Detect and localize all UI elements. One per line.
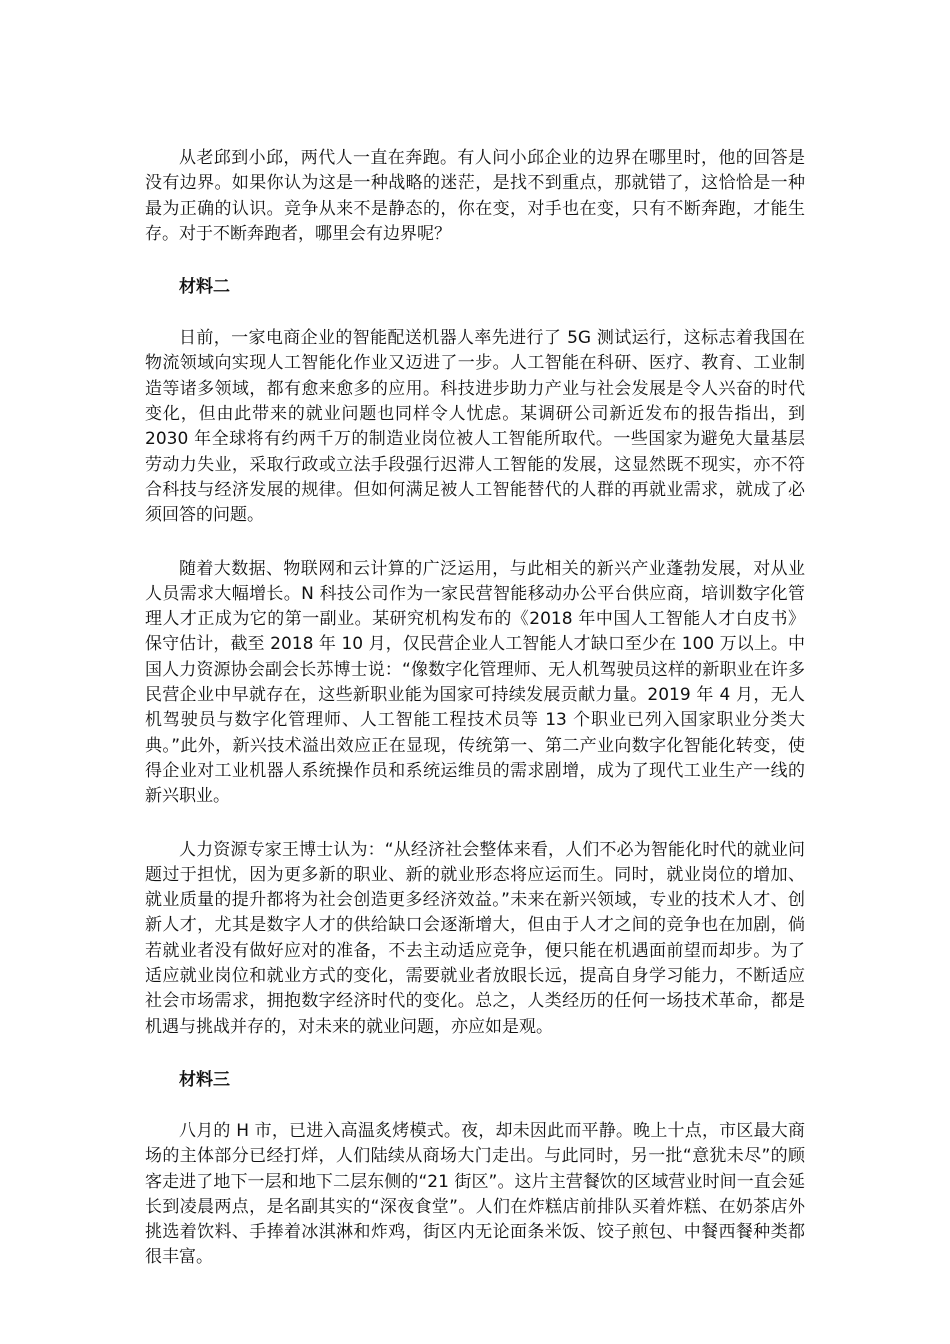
paragraph-4: 人力资源专家王博士认为：“从经济社会整体来看，人们不必为智能化时代的就业问题过于担忧，因为更多新的职业、新的就业形态将应运而生。同时，就业岗位的增加、就业质量的提升都将为社会创造更多经济效益。”未来在新兴领域，专业的技术人才、创新人才，尤其是数字人才的供给缺口会逐渐增大，但由于人才之间的竞争也在加剧，倘若就业者没有做好应对的准备，不去主动适应竞争，便只能在机遇面前望而却步。为了适应就业岗位和就业方式的变化，需要就业者放眼长远，提高自身学习能力，不断适应社会市场需求，拥抱数字经济时代的变化。总之，人类经历的任何一场技术革命，都是机遇与挑战并存的，对未来的就业问题，亦应如是观。 — [145, 839, 805, 1037]
paragraph-2: 日前，一家电商企业的智能配送机器人率先进行了 5G 测试运行，这标志着我国在物流领域向实现人工智能化作业又迈进了一步。人工智能在科研、医疗、教育、工业制造等诸多领域，都有愈来愈多的应用。科技进步助力产业与社会发展是令人兴奋的时代变化，但由此带来的就业问题也同样令人忧虑。某调研公司新近发布的报告指出，到 2030 年全球将有约两千万的制造业岗位被人工智能所取代。一些国家为避免大量基层劳动力失业，采取行政或立法手段强行迟滞人工智能的发展，这显然既不现实，亦不符合科技与经济发展的规律。但如何满足被人工智能替代的人群的再就业需求，就成了必须回答的问题。 — [145, 328, 805, 526]
paragraph-1: 从老邱到小邱，两代人一直在奔跑。有人问小邱企业的边界在哪里时，他的回答是没有边界。如果你认为这是一种战略的迷茫，是找不到重点，那就错了，这恰恰是一种最为正确的认识。竞争从来不是静态的，你在变，对手也在变，只有不断奔跑，才能生存。对于不断奔跑者，哪里会有边界呢？ — [145, 148, 805, 244]
paragraph-5: 八月的 H 市，已进入高温炙烤模式。夜，却未因此而平静。晚上十点，市区最大商场的主体部分已经打烊，人们陆续从商场大门走出。与此同时，另一批“意犹未尽”的顾客走进了地下一层和地下二层东侧的“21 街区”。这片主营餐饮的区域营业时间一直会延长到凌晨两点，是名副其实的“深夜食堂”。人们在炸糕店前排队买着炸糕、在奶茶店外挑选着饮料、手捧着冰淇淋和炸鸡，街区内无论面条米饭、饺子煎包、中餐西餐种类都很丰富。 — [145, 1120, 805, 1268]
section-heading-material-2: 材料二 — [179, 277, 230, 298]
document-page — [145, 146, 805, 1271]
section-heading-material-3: 材料三 — [179, 1069, 230, 1090]
paragraph-3: 随着大数据、物联网和云计算的广泛运用，与此相关的新兴产业蓬勃发展，对从业人员需求大幅增长。N 科技公司作为一家民营智能移动办公平台供应商，培训数字化管理人才正成为它的第一副业。某研究机构发布的《2018 年中国人工智能人才白皮书》保守估计，截至 2018 年 10 月，仅民营企业人工智能人才缺口至少在 100 万以上。中国人力资源协会副会长苏博士说：“像数字化管理师、无人机驾驶员这样的新职业在许多民营企业中早就存在，这些新职业能为国家可持续发展贡献力量。2019 年 4 月，无人机驾驶员与数字化管理师、人工智能工程技术员等 13 个职业已列入国家职业分类大典。”此外，新兴技术溢出效应正在显现，传统第一、第二产业向数字化智能化转变，使得企业对工业机器人系统操作员和系统运维员的需求剧增，成为了现代工业生产一线的新兴职业。 — [145, 558, 805, 807]
